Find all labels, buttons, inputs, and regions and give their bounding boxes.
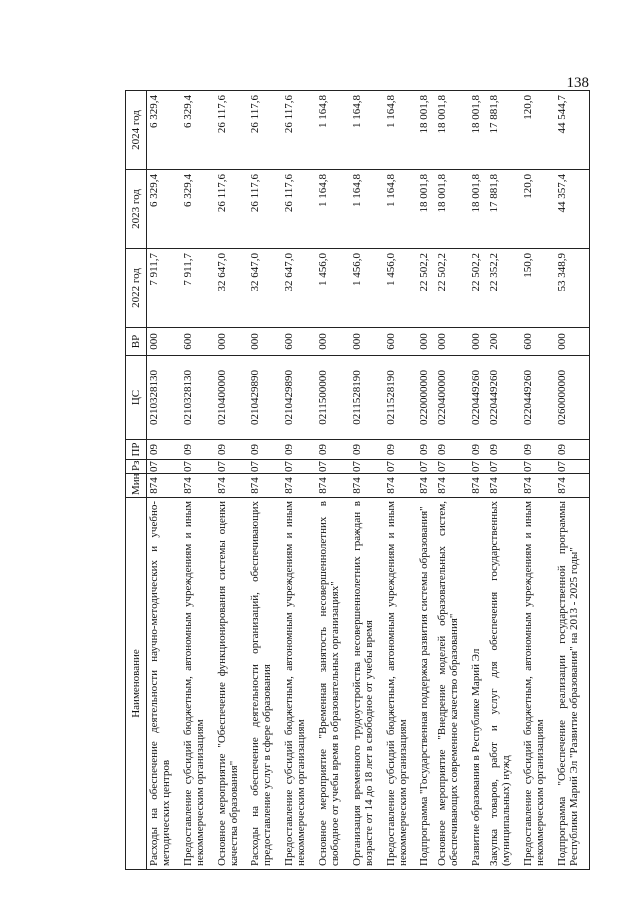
table-row [417,91,435,870]
row-vr: 000 [555,328,590,356]
row-min: 874 [248,474,282,498]
row-min: 874 [417,474,435,498]
row-rz: 07 [248,460,282,474]
row-rz: 07 [435,460,469,474]
header-vr: ВР [126,328,147,356]
table-row [316,91,350,870]
table-body [147,91,590,870]
row-2024: 1 164,8 [384,91,418,170]
row-rz: 07 [469,460,487,474]
table-row [282,91,316,870]
row-2023: 1 164,8 [350,170,384,249]
table-row [215,91,249,870]
row-rz: 07 [555,460,590,474]
header-cs: ЦС [126,356,147,440]
row-2023: 6 329,4 [147,170,181,249]
row-vr: 000 [350,328,384,356]
row-rz: 07 [316,460,350,474]
row-cs: 0211528190 [384,356,418,440]
row-2023: 26 117,6 [215,170,249,249]
row-min: 874 [555,474,590,498]
row-2023: 18 001,8 [435,170,469,249]
row-vr: 000 [417,328,435,356]
row-min: 874 [181,474,215,498]
row-pr: 09 [521,440,555,460]
row-rz: 07 [147,460,181,474]
row-cs: 0211528190 [350,356,384,440]
row-name: Основное мероприятие "Временная занятость несовершеннолетних в свободное от учебы время в образовательных организациях" [316,498,350,870]
row-vr: 600 [181,328,215,356]
row-vr: 000 [147,328,181,356]
row-vr: 600 [521,328,555,356]
row-rz: 07 [350,460,384,474]
table-row [181,91,215,870]
row-rz: 07 [487,460,521,474]
row-name: Закупка товаров, работ и услуг для обеспечения государственных (муниципальных) нужд [487,498,521,870]
row-name: Подпрограмма "Государственная поддержка развития системы образования" [417,498,435,870]
row-min: 874 [147,474,181,498]
row-2023: 26 117,6 [282,170,316,249]
header-2024: 2024 год [126,91,147,170]
row-2023: 26 117,6 [248,170,282,249]
row-cs: 0220400000 [435,356,469,440]
row-min: 874 [350,474,384,498]
table-row [435,91,469,870]
row-name: Подпрограмма "Обеспечение реализации государственной программы Республики Марий Эл "Развитие образования" на 2013 - 2025 годы" [555,498,590,870]
row-2023: 18 001,8 [417,170,435,249]
row-pr: 09 [282,440,316,460]
row-2024: 18 001,8 [417,91,435,170]
table-row [147,91,181,870]
row-2024: 6 329,4 [147,91,181,170]
table-row [555,91,590,870]
budget-table [125,90,590,870]
row-min: 874 [215,474,249,498]
row-2022: 22 352,2 [487,249,521,328]
row-2024: 6 329,4 [181,91,215,170]
row-2022: 22 502,2 [435,249,469,328]
row-name: Основное мероприятие "Обеспечение функционирования системы оценки качества образования" [215,498,249,870]
header-pr: ПР [126,440,147,460]
header-name: Наименование [126,498,147,870]
row-2022: 32 647,0 [248,249,282,328]
row-2024: 120,0 [521,91,555,170]
row-vr: 000 [435,328,469,356]
row-2022: 22 502,2 [469,249,487,328]
row-2023: 6 329,4 [181,170,215,249]
row-2024: 1 164,8 [316,91,350,170]
row-cs: 0210328130 [181,356,215,440]
table-row [469,91,487,870]
row-vr: 600 [384,328,418,356]
row-min: 874 [384,474,418,498]
table-row [384,91,418,870]
row-pr: 09 [487,440,521,460]
row-2022: 7 911,7 [181,249,215,328]
row-2023: 44 357,4 [555,170,590,249]
row-2022: 7 911,7 [147,249,181,328]
row-vr: 000 [469,328,487,356]
row-2024: 26 117,6 [282,91,316,170]
page-number: 138 [566,75,589,91]
row-2022: 1 456,0 [350,249,384,328]
row-rz: 07 [282,460,316,474]
row-2023: 18 001,8 [469,170,487,249]
row-pr: 09 [384,440,418,460]
row-pr: 09 [248,440,282,460]
table-row [521,91,555,870]
row-2022: 22 502,2 [417,249,435,328]
row-2023: 17 881,8 [487,170,521,249]
row-rz: 07 [521,460,555,474]
row-min: 874 [521,474,555,498]
row-name: Организация временного трудоустройства несовершеннолетних граждан в возрасте от 14 до 18 лет в свободное от учебы время [350,498,384,870]
row-name: Предоставление субсидий бюджетным, автономным учреждениям и иным некоммерческим организациям [282,498,316,870]
table-header [126,91,147,870]
row-2024: 17 881,8 [487,91,521,170]
row-2022: 150,0 [521,249,555,328]
row-min: 874 [316,474,350,498]
row-2023: 1 164,8 [384,170,418,249]
row-2024: 18 001,8 [469,91,487,170]
row-name: Предоставление субсидий бюджетным, автономным учреждениям и иным некоммерческим организациям [181,498,215,870]
row-pr: 09 [147,440,181,460]
row-pr: 09 [350,440,384,460]
header-min: Мин [126,474,147,498]
row-cs: 0210400000 [215,356,249,440]
row-2024: 26 117,6 [248,91,282,170]
row-cs: 0220449260 [521,356,555,440]
row-pr: 09 [215,440,249,460]
row-2024: 18 001,8 [435,91,469,170]
row-name: Предоставление субсидий бюджетным, автономным учреждениям и иным некоммерческим организациям [384,498,418,870]
header-2022: 2022 год [126,249,147,328]
row-min: 874 [469,474,487,498]
row-name: Расходы на обеспечение деятельности научно-методических и учебно-методических центров [147,498,181,870]
row-2023: 1 164,8 [316,170,350,249]
row-cs: 0260000000 [555,356,590,440]
rotated-budget-table-container [125,91,590,870]
table-row [248,91,282,870]
row-name: Основное мероприятие "Внедрение моделей образовательных систем, обеспечивающих современное качество образования" [435,498,469,870]
header-2023: 2023 год [126,170,147,249]
row-pr: 09 [417,440,435,460]
row-pr: 09 [435,440,469,460]
row-rz: 07 [384,460,418,474]
row-vr: 200 [487,328,521,356]
row-name: Предоставление субсидий бюджетным, автономным учреждениям и иным некоммерческим организациям [521,498,555,870]
row-2022: 32 647,0 [282,249,316,328]
row-2022: 1 456,0 [384,249,418,328]
header-rz: Рз [126,460,147,474]
row-pr: 09 [181,440,215,460]
table-row [487,91,521,870]
row-name: Расходы на обеспечение деятельности организаций, обеспечивающих предоставление услуг в сфере образования [248,498,282,870]
row-cs: 0220449260 [469,356,487,440]
row-2024: 26 117,6 [215,91,249,170]
row-pr: 09 [469,440,487,460]
row-vr: 000 [248,328,282,356]
row-vr: 000 [215,328,249,356]
row-cs: 0211500000 [316,356,350,440]
row-cs: 0210328130 [147,356,181,440]
row-2022: 32 647,0 [215,249,249,328]
row-cs: 0210429890 [282,356,316,440]
row-rz: 07 [215,460,249,474]
row-vr: 000 [316,328,350,356]
row-min: 874 [487,474,521,498]
row-pr: 09 [316,440,350,460]
row-cs: 0220000000 [417,356,435,440]
row-2022: 53 348,9 [555,249,590,328]
row-min: 874 [435,474,469,498]
row-2023: 120,0 [521,170,555,249]
row-2024: 1 164,8 [350,91,384,170]
row-vr: 600 [282,328,316,356]
row-name: Развитие образования в Республике Марий Эл [469,498,487,870]
row-2024: 44 544,7 [555,91,590,170]
table-row [350,91,384,870]
row-pr: 09 [555,440,590,460]
row-cs: 0210429890 [248,356,282,440]
row-rz: 07 [417,460,435,474]
row-min: 874 [282,474,316,498]
row-rz: 07 [181,460,215,474]
row-cs: 0220449260 [487,356,521,440]
row-2022: 1 456,0 [316,249,350,328]
